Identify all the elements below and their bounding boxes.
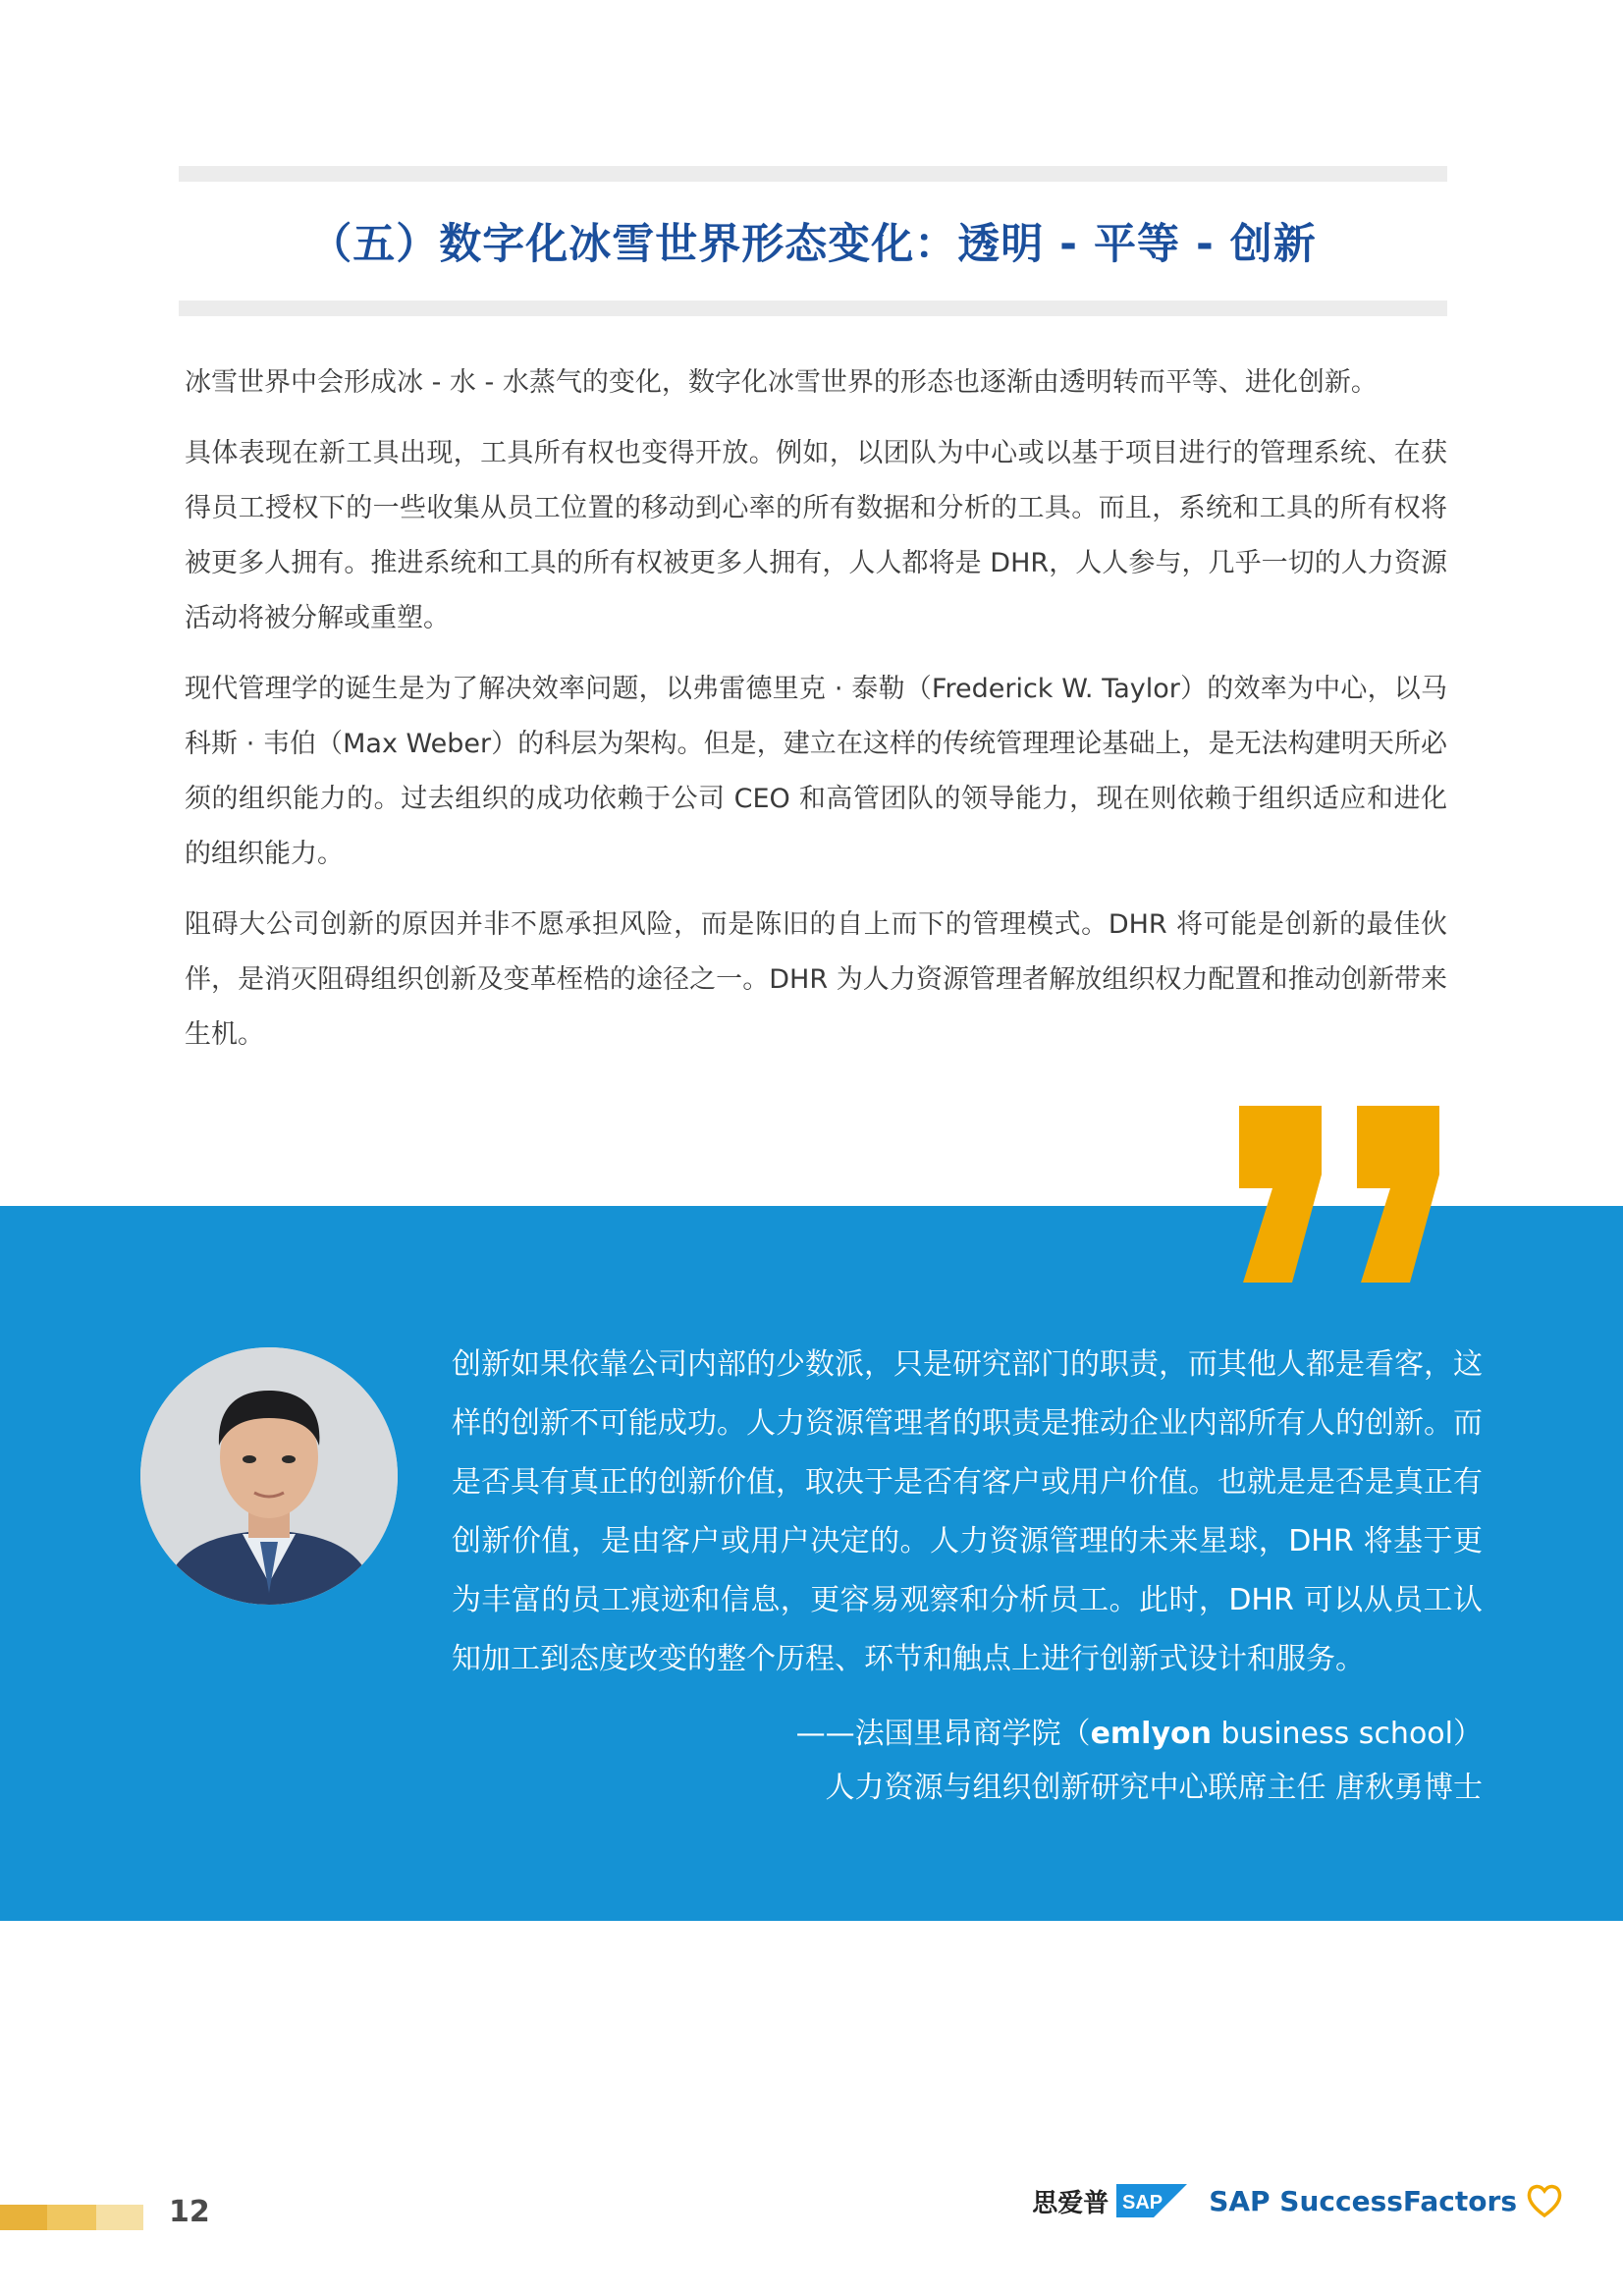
heading-rule-bottom: [179, 301, 1447, 316]
footer-brand: [1032, 2182, 1564, 2219]
quote-paragraph: 创新如果依靠公司内部的少数派，只是研究部门的职责，而其他人都是看客，这样的创新不可能成功。人力资源管理者的职责是推动企业内部所有人的创新。而是否具有真正的创新价值，取决于是否有客户或用户价值。也就是是否是真正有创新价值，是由客户或用户决定的。人力资源管理的未来星球，DHR 将基于更为丰富的员工痕迹和信息，更容易观察和分析员工。此时，DHR 可以从员工认知加工到态度改变的整个历程、环节和触点上进行创新式设计和服务。: [452, 1347, 1483, 1676]
section-heading: （五）数字化冰雪世界形态变化：透明 - 平等 - 创新: [309, 220, 1317, 269]
attribution-line-1: [796, 1707, 1483, 1761]
sap-logo: [1116, 2184, 1187, 2217]
sap-logo-text: SAP: [1122, 2192, 1163, 2214]
footer-bar-1: [0, 2205, 47, 2230]
page-number: 12: [169, 2195, 210, 2229]
brand-chinese-name: 思爱普: [1032, 2188, 1109, 2218]
portrait-image: [140, 1347, 398, 1605]
quote-attribution: [796, 1707, 1483, 1815]
footer-bar-2: [47, 2205, 96, 2230]
attribution-line-2: 人力资源与组织创新研究中心联席主任 唐秋勇博士: [825, 1771, 1483, 1805]
speaker-portrait: [140, 1347, 398, 1605]
attribution-suffix: business school）: [1211, 1717, 1483, 1751]
attribution-bold: emlyon: [1090, 1717, 1212, 1751]
attribution-prefix: ——法国里昂商学院（: [795, 1717, 1091, 1751]
body-paragraph-4: 阻碍大公司创新的原因并非不愿承担风险，而是陈旧的自上而下的管理模式。DHR 将可能是创新的最佳伙伴，是消灭阻碍组织创新及变革桎梏的途径之一。DHR 为人力资源管理者解放组织权力配置和推动创新带来生机。: [185, 909, 1447, 1050]
quote-text: [452, 1336, 1483, 1689]
body-text: [185, 355, 1447, 1078]
body-paragraph-2: 具体表现在新工具出现，工具所有权也变得开放。例如，以团队为中心或以基于项目进行的管理系统、在获得员工授权下的一些收集从员工位置的移动到心率的所有数据和分析的工具。而且，系统和工具的所有权将被更多人拥有。推进系统和工具的所有权被更多人拥有，人人都将是 DHR，人人参与，几乎一切的人力资源活动将被分解或重塑。: [185, 438, 1447, 633]
brand-successfactors: SAP SuccessFactors: [1209, 2184, 1517, 2217]
footer-bar-3: [96, 2205, 143, 2230]
closing-quote-icon: [1239, 1106, 1449, 1283]
heading-rule-top: [179, 166, 1447, 182]
heart-outline-icon: [1525, 2182, 1564, 2219]
body-paragraph-3: 现代管理学的诞生是为了解决效率问题，以弗雷德里克 · 泰勒（Frederick W. Taylor）的效率为中心，以马科斯 · 韦伯（Max Weber）的科层为架构。但是，建立在这样的传统管理理论基础上，是无法构建明天所必须的组织能力的。过去组织的成功依赖于公司 CEO 和高管团队的领导能力，现在则依赖于组织适应和进化的组织能力。: [185, 674, 1447, 869]
body-paragraph-1: 冰雪世界中会形成冰 - 水 - 水蒸气的变化，数字化冰雪世界的形态也逐渐由透明转而平等、进化创新。: [185, 367, 1378, 398]
